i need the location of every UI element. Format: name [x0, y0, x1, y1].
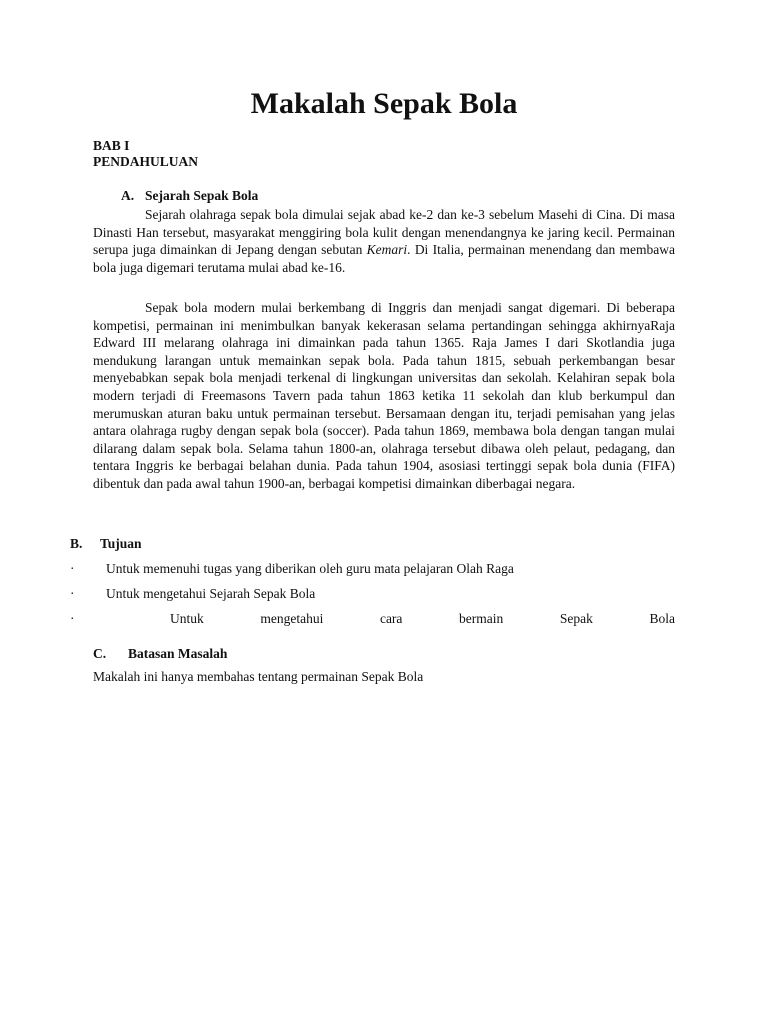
section-c-number: C. — [93, 646, 107, 661]
section-c-title: Batasan Masalah — [128, 646, 228, 661]
list-item-word: mengetahui — [260, 611, 324, 626]
list-item-word: Untuk — [170, 611, 204, 626]
list-item-word: cara — [379, 611, 403, 626]
section-b-number: B. — [70, 536, 83, 551]
list-item: Untuk mengetahui Sejarah Sepak Bola — [106, 586, 316, 601]
para2-text: Sepak bola modern mulai berkembang di Inggris dan menjadi sangat digemari. Di beberapa kompetisi, permainan ini menimbulkan banyak kekerasan selama pertandingan sehingga akhirnyaRaja Edward III melarang olahraga ini dimainkan pada tahun 1365. Raja James I dari Skotlandia juga mendukung larangan untuk memainkan sepak bola. Pada tahun 1815, sebuah perkembangan besar menyebabkan sepak bola menjadi terkenal di lingkungan universitas dan sekolah. Kelahiran sepak bola modern terjadi di Freemasons Tavern pada tahun 1863 ketika 11 sekolah dan klub berkumpul dan merumuskan aturan baku untuk permainan tersebut. Bersamaan dengan itu, terjadi pemisahan yang jelas antara olahraga rugby dengan sepak bola (soccer). Pada tahun 1869, membawa bola dengan tangan mulai dilarang dalam sepak bola. Selama tahun 1800-an, olahraga tersebut dibawa oleh pelaut, pedagang, dan tentara Inggris ke berbagai belahan dunia. Pada tahun 1904, asosiasi tertinggi sepak bola dunia (FIFA) dibentuk dan pada awal tahun 1900-an, berbagai kompetisi dimainkan diberbagai negara. — [93, 300, 675, 491]
section-a-heading — [121, 188, 258, 204]
para1-part-a: Sejarah olahraga sepak bola dimulai sejak abad ke-2 dan ke-3 sebelum Masehi di Cina. Di masa Dinasti Han tersebut, masyarakat menggiring bola kulit dengan menendangnya ke jaring kecil. Permainan serupa juga dimainkan di Jepang dengan sebutan — [93, 207, 675, 258]
section-a-paragraph-2 — [93, 299, 675, 493]
document-title: Makalah Sepak Bola — [250, 87, 518, 120]
list-item: Untuk memenuhi tugas yang diberikan oleh guru mata pelajaran Olah Raga — [106, 561, 514, 576]
para1-part-b: . Di Italia, permainan menendang dan membawa bola juga digemari terutama mulai abad ke-16. — [93, 242, 675, 275]
chapter-heading — [93, 138, 198, 170]
section-b-title: Tujuan — [100, 536, 142, 551]
bullet-icon: · — [70, 586, 75, 601]
bullet-icon: · — [70, 611, 75, 626]
section-b-heading — [70, 536, 142, 552]
para1-emphasis: Kemari — [366, 242, 408, 258]
section-c-heading — [93, 646, 227, 662]
chapter-title: PENDAHULUAN — [93, 154, 199, 169]
section-c-text: Makalah ini hanya membahas tentang permainan Sepak Bola — [93, 669, 424, 684]
section-a-number: A. — [121, 188, 135, 203]
chapter-number: BAB I — [93, 138, 130, 153]
list-item-word: Bola — [649, 611, 675, 626]
section-a-title: Sejarah Sepak Bola — [145, 188, 259, 203]
bullet-icon: · — [70, 561, 75, 576]
list-item — [106, 611, 675, 627]
list-item-word: bermain — [459, 611, 504, 626]
list-item-word: Sepak — [559, 611, 593, 626]
section-a-paragraph-1 — [93, 206, 675, 276]
